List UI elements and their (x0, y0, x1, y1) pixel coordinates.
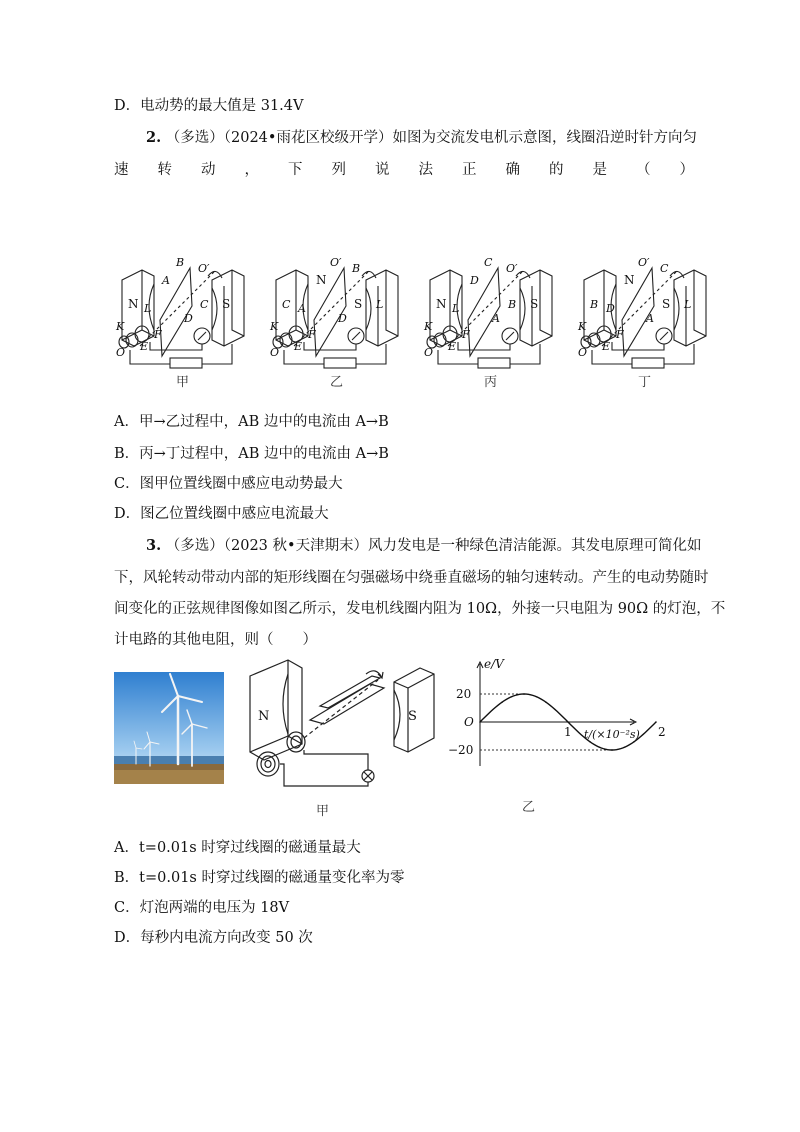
diagram-letter: O (270, 346, 280, 359)
q3-stem-line2: 下，风轮转动带动内部的矩形线圈在匀强磁场中绕垂直磁场的轴匀速转动。产生的电动势随时 (114, 570, 709, 586)
diagram-letter: D (338, 312, 347, 325)
emf-chart-svg (444, 656, 664, 776)
diagram-letter: F (616, 328, 624, 341)
diagram-letter: L (684, 298, 692, 311)
figure-label-jia: 甲 (176, 375, 190, 390)
diagram-letter: E (294, 340, 303, 353)
q2-tail-char: （ (636, 162, 651, 178)
emf-data-point (501, 701, 503, 703)
diagram-letter: O′ (638, 256, 650, 269)
resistor-icon (170, 358, 202, 368)
emf-data-point (589, 741, 591, 743)
figure-label-ding: 丁 (638, 375, 652, 390)
q3-figure-label-yi: 乙 (522, 800, 536, 815)
generator-diagram-bing (423, 256, 552, 390)
generator-diagram-ding (577, 256, 706, 390)
q2-tail-char: ， (244, 162, 259, 178)
prev-option-d: D．电动势的最大值是 31.4V (114, 98, 304, 114)
diagram-letter: F (308, 328, 316, 341)
q2-tail-char: 列 (331, 162, 346, 178)
q2-generator-figures (114, 250, 714, 400)
q3-generator-svg (244, 654, 444, 799)
resistor-icon (632, 358, 664, 368)
diagram-letter: O (116, 346, 126, 359)
emf-data-point (523, 693, 525, 695)
figure-label-yi: 乙 (330, 375, 344, 390)
chart-x-label: t/(×10⁻²s) (584, 728, 640, 741)
diagram-letter: K (116, 320, 125, 333)
diagram-letter: D (184, 312, 193, 325)
chart-y-label: e/V (484, 657, 504, 671)
diagram-letter: F (154, 328, 162, 341)
q3-option-d[interactable]: D．每秒内电流方向改变 50 次 (114, 930, 313, 946)
diagram-letter: O′ (506, 262, 518, 275)
diagram-letter: B (508, 298, 517, 311)
q2-tail-char: 速 (114, 162, 129, 178)
q2-tail-char: 正 (462, 162, 477, 178)
diagram-letter: A (492, 312, 500, 325)
diagram-letter: N (128, 297, 139, 311)
chart-origin-label: O (464, 715, 474, 729)
q2-option-b[interactable]: B．丙→丁过程中，AB 边中的电流由 A→B (114, 446, 389, 462)
q2-option-a[interactable]: A．甲→乙过程中，AB 边中的电流由 A→B (114, 414, 389, 430)
magnet-n-label: N (258, 709, 270, 724)
emf-data-point (567, 721, 569, 723)
q2-tail-char: 的 (549, 162, 564, 178)
q2-head: （多选）（2024•雨花区校级开学）如图为交流发电机示意图，线圈沿逆时针方向匀 (165, 130, 697, 146)
diagram-letter: K (424, 320, 433, 333)
wind-turbine-photo (114, 672, 224, 784)
diagram-letter: L (376, 298, 384, 311)
generator-diagram-yi (269, 256, 398, 390)
y-tick-neg20: −20 (448, 743, 474, 757)
q3-option-a[interactable]: A．t=0.01s 时穿过线圈的磁通量最大 (114, 840, 361, 856)
q3-option-c[interactable]: C．灯泡两端的电压为 18V (114, 900, 290, 916)
q2-tail-char: 说 (375, 162, 390, 178)
diagram-letter: S (530, 297, 539, 311)
emf-data-point (479, 721, 481, 723)
diagram-letter: K (578, 320, 587, 333)
q2-tail-char: 动 (201, 162, 216, 178)
generator-diagram-jia (115, 256, 244, 390)
q3-generator-sketch (244, 654, 444, 799)
diagram-letter: E (140, 340, 149, 353)
diagram-letter: S (354, 297, 363, 311)
diagram-letter: E (448, 340, 457, 353)
resistor-icon (478, 358, 510, 368)
emf-data-point (655, 721, 657, 723)
emf-data-point (611, 749, 613, 751)
diagram-letter: L (452, 302, 460, 315)
diagram-letter: S (222, 297, 231, 311)
q3-line1: （多选）（2023 秋•天津期末）风力发电是一种绿色清洁能源。其发电原理可简化如 (165, 538, 702, 554)
resistor-icon (324, 358, 356, 368)
magnet-s-label: S (408, 709, 417, 724)
q2-tail-char: ） (679, 162, 694, 178)
diagram-letter: B (176, 256, 185, 269)
q3-stem-line1 (146, 536, 702, 556)
diagram-letter: A (298, 302, 306, 315)
q3-emf-chart (444, 656, 664, 776)
diagram-letter: O (424, 346, 434, 359)
diagram-letter: A (162, 274, 170, 287)
x-tick-2: 2 (658, 725, 666, 739)
q2-option-c[interactable]: C．图甲位置线圈中感应电动势最大 (114, 476, 343, 492)
diagram-letter: O (578, 346, 588, 359)
diagram-letter: K (270, 320, 279, 333)
q2-tail-char: 是 (592, 162, 607, 178)
diagram-letter: O′ (330, 256, 342, 269)
figure-label-bing: 丙 (484, 375, 498, 390)
diagram-letter: E (602, 340, 611, 353)
q2-tail-char: 下 (288, 162, 303, 178)
diagram-letter: A (646, 312, 654, 325)
q3-figure-label-jia: 甲 (316, 804, 330, 819)
diagram-letter: O′ (198, 262, 210, 275)
y-tick-20: 20 (456, 687, 472, 701)
emf-data-point (633, 741, 635, 743)
diagram-letter: D (470, 274, 479, 287)
q2-number: 2. (146, 129, 162, 146)
diagram-letter: B (590, 298, 599, 311)
q2-stem-line2 (114, 160, 694, 180)
q3-number: 3. (146, 537, 162, 554)
diagram-letter: N (624, 273, 635, 287)
diagram-letter: C (484, 256, 493, 269)
diagram-letter: C (200, 298, 209, 311)
diagram-letter: C (660, 262, 669, 275)
q2-stem-line1 (146, 128, 697, 148)
diagram-letter: L (144, 302, 152, 315)
diagram-letter: F (462, 328, 470, 341)
diagram-letter: B (352, 262, 361, 275)
diagram-letter: S (662, 297, 671, 311)
diagram-letter: N (316, 273, 327, 287)
q2-option-d[interactable]: D．图乙位置线圈中感应电流最大 (114, 506, 329, 522)
q3-stem-line3: 间变化的正弦规律图像如图乙所示，发电机线圈内阻为 10Ω，外接一只电阻为 90Ω 的灯泡，不 (114, 601, 726, 617)
wind-turbine-image (114, 672, 224, 784)
diagram-letter: N (436, 297, 447, 311)
diagram-letter: D (606, 302, 615, 315)
q2-tail-char: 确 (505, 162, 520, 178)
q3-option-b[interactable]: B．t=0.01s 时穿过线圈的磁通量变化率为零 (114, 870, 405, 886)
q3-stem-line4: 计电路的其他电阻，则（ ） (114, 632, 317, 648)
emf-data-point (545, 701, 547, 703)
q2-tail-char: 法 (418, 162, 433, 178)
generator-diagrams-svg (114, 250, 714, 400)
diagram-letter: C (282, 298, 291, 311)
q2-tail-char: 转 (157, 162, 172, 178)
x-tick-1: 1 (564, 725, 572, 739)
